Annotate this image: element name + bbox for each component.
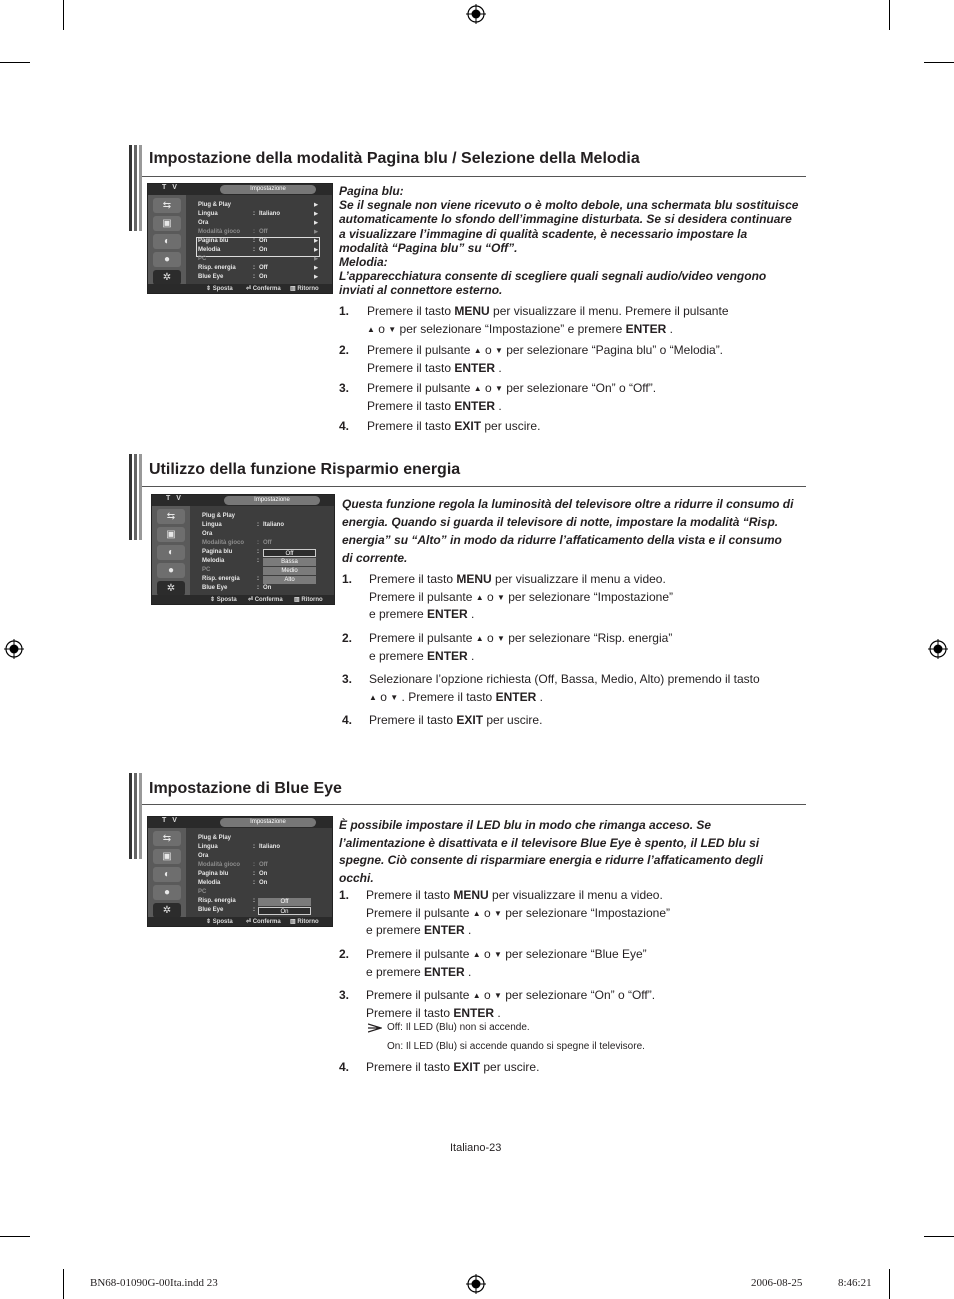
registration-mark-icon [466, 4, 486, 24]
section-rule [142, 804, 806, 805]
section-title: Impostazione della modalità Pagina blu / Selezione della Melodia [149, 150, 640, 167]
osd-row: Blue Eye : [198, 907, 255, 913]
osd-row: PC ▶ [198, 256, 318, 262]
down-arrow-icon: ▼ [493, 908, 502, 918]
step-number: 4. [339, 1060, 350, 1074]
osd-option: Off [258, 898, 311, 906]
osd-tv-label: T V [162, 817, 179, 824]
crop-mark [924, 62, 954, 63]
osd-row: Risp. energia : [198, 898, 255, 904]
osd-move-label: Sposta [216, 597, 237, 603]
up-arrow-icon: ▲ [369, 692, 377, 702]
osd-menu-screenshot: T V Impostazione ⇆ ▣ ◐ ● ✲ Plug & Play Lingua : Italiano Ora Modalità gioco : Off Pagina blu : On Melodia : On PC Risp. energia : Blue Eye : Off On ⇕ Sposta ⏎ Conferma ▥ Ritorno [147, 816, 333, 927]
osd-menu-screenshot: T V Impostazione ⇆ ▣ ◐ ● ✲ Plug & Play ▶ Lingua : Italiano ▶ Ora ▶ Modalità gioco : Off ▶ Pagina blu : On ▶ Melodia : On ▶ PC ▶ Risp. energia : Off ▶ Blue Eye : On ▶ ⇕ Sposta ⏎ Conferma ▥ Ritorno [147, 183, 333, 294]
footer-date: 2006-08-25 [751, 1277, 803, 1289]
osd-row: Lingua : Italiano [198, 844, 281, 850]
section-rule [142, 486, 806, 487]
osd-row: Modalità gioco : Off [202, 540, 272, 546]
setup-icon: ✲ [157, 581, 185, 596]
osd-row: Blue Eye : On ▶ [198, 274, 318, 280]
osd-row: Blue Eye : On [202, 585, 272, 591]
osd-row: Modalità gioco : Off ▶ [198, 229, 318, 235]
osd-row: Risp. energia : Off ▶ [198, 265, 318, 271]
section-bar [129, 454, 142, 540]
step-text: Premere il tasto EXIT per uscire. [366, 1060, 540, 1074]
channel-icon: ● [157, 563, 185, 578]
intro-text: L’apparecchiatura consente di scegliere quali segnali audio/video vengono inviati al connettore esterno. [339, 269, 767, 298]
osd-tv-label: T V [162, 184, 179, 191]
step-text: Premere il tasto MENU per visualizzare il menu a video. Premere il pulsante ▲ o ▼ per selezionare “Impostazione” e premere ENTER . [369, 572, 673, 621]
section-intro: È possibile impostare il LED blu in modo che rimanga acceso. Se l’alimentazione è disattivata e il televisore Blue Eye è spento, il LED blu si spegne. Ciò consente di risparmiare energia e ridurre l’affaticamento degli occhi. [339, 818, 763, 885]
registration-mark-icon [466, 1274, 486, 1294]
step-number: 1. [342, 572, 353, 586]
crop-mark [0, 62, 30, 63]
section-bar [129, 773, 142, 859]
step-text: Premere il pulsante ▲ o ▼ per selezionare “Blue Eye” e premere ENTER . [366, 947, 647, 979]
osd-tv-label: T V [166, 495, 183, 502]
up-arrow-icon: ▲ [475, 634, 484, 643]
osd-row: Lingua : Italiano [202, 522, 285, 528]
osd-row: Pagina blu : [202, 549, 259, 555]
osd-option: Medio [263, 567, 316, 575]
osd-back-label: Ritorno [301, 597, 323, 603]
down-arrow-icon: ▼ [493, 991, 502, 1000]
osd-row: PC [202, 567, 211, 573]
osd-option: Alto [263, 576, 316, 584]
step-text: Selezionare l’opzione richiesta (Off, Bassa, Medio, Alto) premendo il tasto ▲ o ▼ . Premere il tasto ENTER . [369, 671, 760, 706]
note-arrow-icon [368, 1023, 382, 1033]
crop-mark [889, 0, 890, 30]
setup-icon: ✲ [153, 903, 181, 918]
step-number: 1. [339, 304, 350, 318]
up-arrow-icon: ▲ [367, 324, 375, 334]
osd-menu-title: Impostazione [224, 496, 320, 505]
sound-icon: ◐ [153, 867, 181, 882]
intro-heading: Pagina blu: [339, 184, 404, 198]
step-number: 3. [339, 988, 350, 1002]
page-number: Italiano-23 [450, 1142, 502, 1154]
osd-row: Modalità gioco : Off [198, 862, 268, 868]
crop-mark [924, 1236, 954, 1237]
registration-mark-icon [4, 639, 24, 659]
section-title: Utilizzo della funzione Risparmio energia [149, 461, 461, 478]
step-number: 2. [342, 631, 353, 645]
osd-row: Melodia : On ▶ [198, 247, 318, 253]
osd-menu-screenshot: T V Impostazione ⇆ ▣ ◐ ● ✲ Plug & Play Lingua : Italiano Ora Modalità gioco : Off Pagina blu : Melodia : PC Risp. energia : Blue Eye : On Off Bassa Medio Alto ⇕ Sposta ⏎ Conferma ▥ Ritorno [151, 494, 335, 605]
down-arrow-icon: ▼ [388, 324, 397, 334]
step-number: 2. [339, 343, 350, 357]
up-arrow-icon: ▲ [475, 592, 484, 602]
osd-confirm-label: Conferma [252, 286, 281, 292]
osd-row: Plug & Play [202, 513, 236, 519]
input-icon: ⇆ [153, 831, 181, 846]
osd-row: Pagina blu : On ▶ [198, 238, 318, 244]
sound-icon: ◐ [157, 545, 185, 560]
crop-mark [0, 1236, 30, 1237]
step-text: Premere il tasto EXIT per uscire. [369, 713, 543, 727]
osd-row: Melodia : On [198, 880, 268, 886]
intro-heading: Melodia: [339, 255, 388, 270]
osd-confirm-label: Conferma [252, 919, 281, 925]
down-arrow-icon: ▼ [494, 346, 503, 355]
step-text: Premere il tasto EXIT per uscire. [367, 419, 541, 433]
section-intro: Questa funzione regola la luminosità del televisore oltre a ridurre il consumo di energia. Quando si guarda il televisore di notte, impostare la modalità “Risp. energia” su “Alto” in modo da ridurre l’affaticamento della vista e il consumo di corrente. [342, 497, 794, 565]
picture-icon: ▣ [157, 527, 185, 542]
osd-row: Melodia : [202, 558, 259, 564]
step-number: 2. [339, 947, 350, 961]
picture-icon: ▣ [153, 216, 181, 231]
picture-icon: ▣ [153, 849, 181, 864]
crop-mark [889, 1269, 890, 1299]
up-arrow-icon: ▲ [472, 908, 481, 918]
down-arrow-icon: ▼ [493, 950, 502, 959]
osd-move-label: Sposta [212, 286, 233, 292]
osd-confirm-label: Conferma [254, 597, 283, 603]
osd-row: Lingua : Italiano ▶ [198, 211, 318, 217]
setup-icon: ✲ [153, 270, 181, 285]
osd-menu-title: Impostazione [220, 185, 316, 194]
step-number: 4. [339, 419, 350, 433]
step-text: Premere il pulsante ▲ o ▼ per selezionare “Pagina blu” o “Melodia”. Premere il tasto ENTER . [367, 343, 724, 375]
osd-back-label: Ritorno [297, 286, 319, 292]
intro-text: Se il segnale non viene ricevuto o è molto debole, una schermata blu sostituisce automaticamente lo sfondo dell’immagine disturbata. Se si desidera continuare a visualizzare l’immagine di qualità scadente, è necessario impostare la modalità “Pagina blu” su “Off”. [339, 198, 799, 255]
osd-row: Ora ▶ [198, 220, 318, 226]
up-arrow-icon: ▲ [473, 346, 482, 355]
osd-menu-title: Impostazione [220, 818, 316, 827]
osd-row: PC [198, 889, 207, 895]
step-text: Premere il pulsante ▲ o ▼ per selezionare “Risp. energia” e premere ENTER . [369, 631, 673, 663]
up-arrow-icon: ▲ [472, 950, 481, 959]
footer-time: 8:46:21 [838, 1277, 872, 1289]
up-arrow-icon: ▲ [473, 384, 482, 393]
osd-row: Pagina blu : On [198, 871, 268, 877]
section-rule [142, 176, 806, 177]
note-text: On: Il LED (Blu) si accende quando si spegne il televisore. [387, 1041, 645, 1052]
crop-mark [63, 0, 64, 30]
section-title: Impostazione di Blue Eye [149, 780, 342, 797]
crop-mark [63, 1269, 64, 1299]
step-number: 4. [342, 713, 353, 727]
osd-row: Ora [198, 853, 209, 859]
channel-icon: ● [153, 252, 181, 267]
osd-row: Plug & Play ▶ [198, 202, 318, 208]
osd-move-label: Sposta [212, 919, 233, 925]
down-arrow-icon: ▼ [496, 592, 505, 602]
input-icon: ⇆ [153, 198, 181, 213]
note-text: Off: Il LED (Blu) non si accende. [387, 1022, 530, 1033]
osd-option: On [258, 907, 311, 915]
down-arrow-icon: ▼ [390, 692, 399, 702]
section-intro [339, 184, 799, 298]
osd-option: Bassa [263, 558, 316, 566]
down-arrow-icon: ▼ [494, 384, 503, 393]
up-arrow-icon: ▲ [472, 991, 481, 1000]
registration-mark-icon [928, 639, 948, 659]
osd-row: Ora [202, 531, 213, 537]
osd-row: Plug & Play [198, 835, 232, 841]
step-number: 3. [339, 381, 350, 395]
osd-row: Risp. energia : [202, 576, 259, 582]
osd-back-label: Ritorno [297, 919, 319, 925]
step-text: Premere il pulsante ▲ o ▼ per selezionare “On” o “Off”. Premere il tasto ENTER . [366, 988, 656, 1020]
step-text: Premere il tasto MENU per visualizzare il menu a video. Premere il pulsante ▲ o ▼ per selezionare “Impostazione” e premere ENTER . [366, 888, 670, 937]
footer-file: BN68-01090G-00Ita.indd 23 [90, 1277, 218, 1289]
input-icon: ⇆ [157, 509, 185, 524]
step-text: Premere il pulsante ▲ o ▼ per selezionare “On” o “Off”. Premere il tasto ENTER . [367, 381, 657, 413]
step-text: Premere il tasto MENU per visualizzare il menu. Premere il pulsante ▲ o ▼ per selezionare “Impostazione” e premere ENTER . [367, 303, 729, 338]
sound-icon: ◐ [153, 234, 181, 249]
channel-icon: ● [153, 885, 181, 900]
step-number: 3. [342, 672, 353, 686]
step-number: 1. [339, 888, 350, 902]
down-arrow-icon: ▼ [496, 634, 505, 643]
section-bar [129, 145, 142, 231]
osd-option: Off [263, 549, 316, 557]
